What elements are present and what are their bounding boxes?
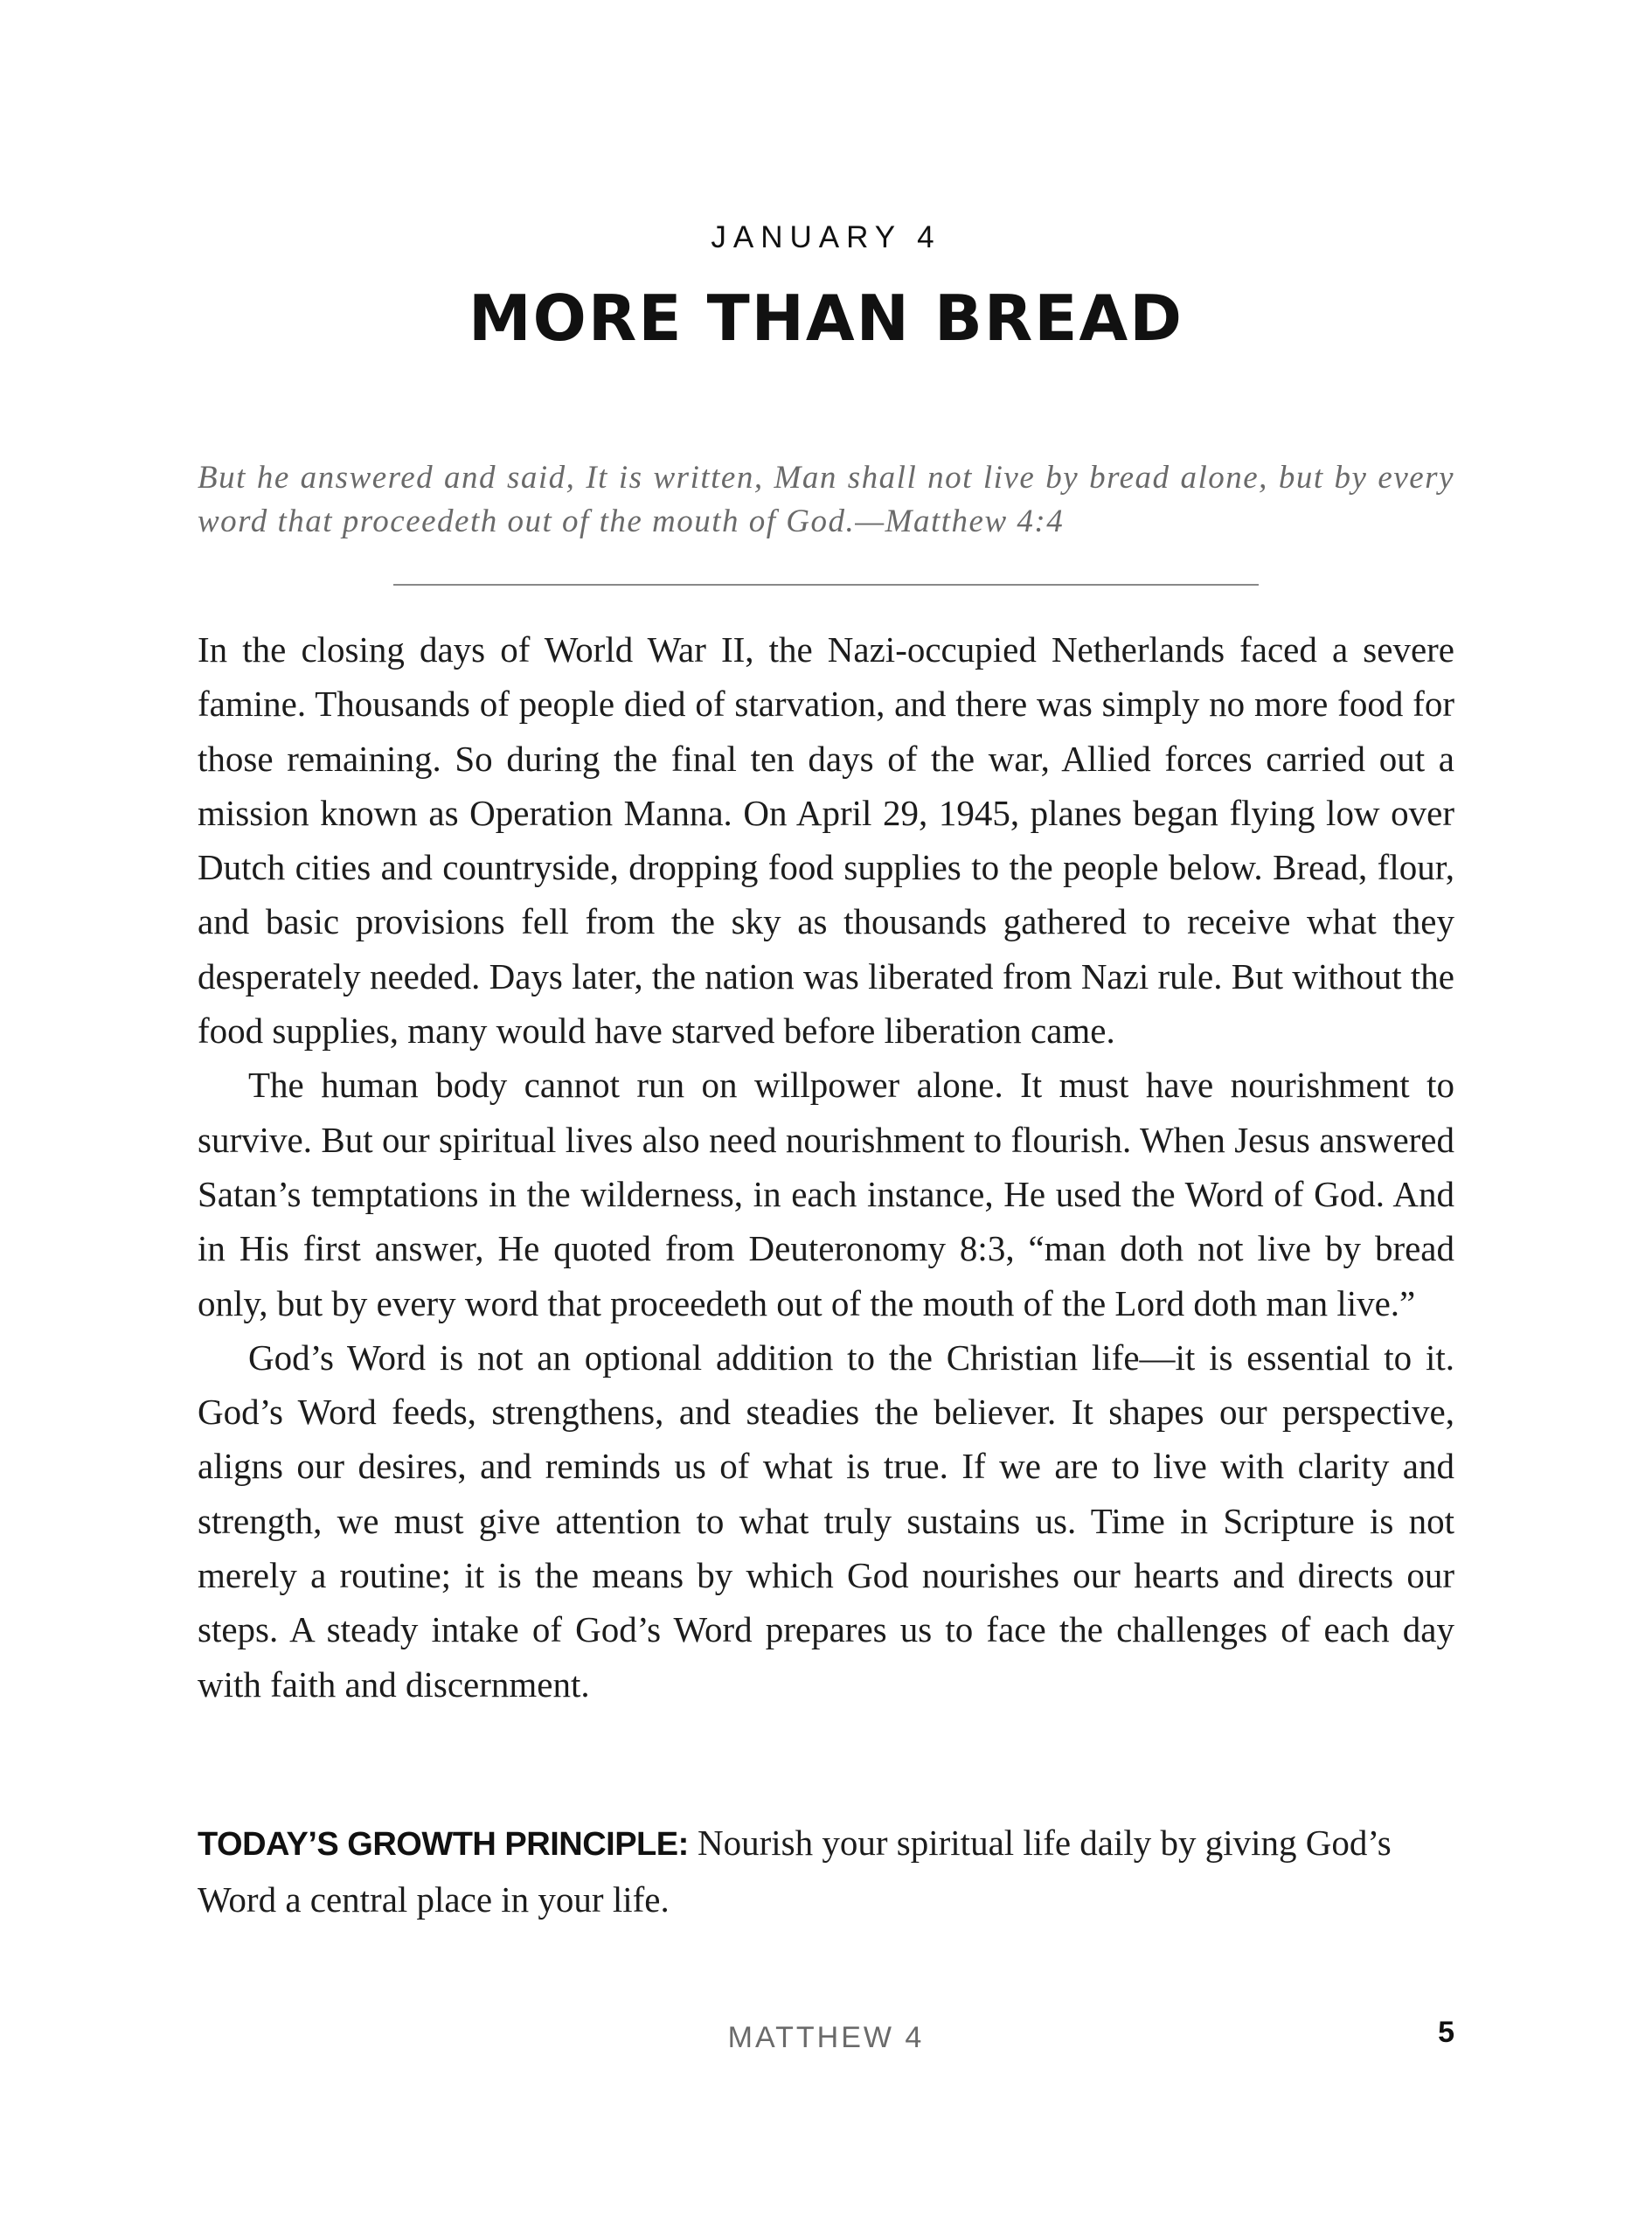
divider-rule (393, 584, 1259, 586)
growth-principle-label: TODAY’S GROWTH PRINCIPLE: (198, 1826, 689, 1863)
growth-principle-text: Nourish your spiritual life daily by giving God’s Word a central place in your life. (198, 1823, 1392, 1920)
body-paragraph-3: God’s Word is not an optional addition to the Christian life—it is essential to it. God’s Word feeds, strengthens, and steadies the believer. It shapes our perspective, aligns our desires, and reminds us of what is true. If we are to live with clarity and strength, we must give attention to what truly sustains us. Time in Scripture is not merely a routine; it is the means by which God nourishes our hearts and directs our steps. A steady intake of God’s Word prepares us to face the challenges of each day with faith and discernment. (198, 1337, 1454, 1705)
body-paragraph-1: In the closing days of World War II, the Nazi-occupied Netherlands faced a severe famine. Thousands of people died of starvation, and there was simply no more food for those remaining. So during the final ten days of the war, Allied forces carried out a mission known as Operation Manna. On April 29, 1945, planes began flying low over Dutch cities and countryside, dropping food supplies to the people below. Bread, flour, and basic provisions fell from the sky as thousands gathered to receive what they desperately needed. Days later, the nation was liberated from Nazi rule. But without the food supplies, many would have starved before liberation came. (198, 629, 1454, 1052)
footer-reference: MATTHEW 4 (727, 2021, 925, 2054)
body-text (198, 622, 1454, 1712)
growth-principle (198, 1816, 1454, 1927)
date-label: JANUARY 4 (711, 220, 941, 254)
page-number: 5 (1438, 2016, 1454, 2049)
scripture-verse: But he answered and said, It is written, Man shall not live by bread alone, but by every word that proceedeth out of the mouth of God.—Matthew 4:4 (198, 460, 1454, 539)
page-title: MORE THAN BREAD (469, 281, 1183, 355)
body-paragraph-2: The human body cannot run on willpower alone. It must have nourishment to survive. But our spiritual lives also need nourishment to flourish. When Jesus answered Satan’s temptations in the wilderness, in each instance, He used the Word of God. And in His first answer, He quoted from Deuteronomy 8:3, “man doth not live by bread only, but by every word that proceedeth out of the mouth of the Lord doth man live.” (198, 1065, 1454, 1323)
